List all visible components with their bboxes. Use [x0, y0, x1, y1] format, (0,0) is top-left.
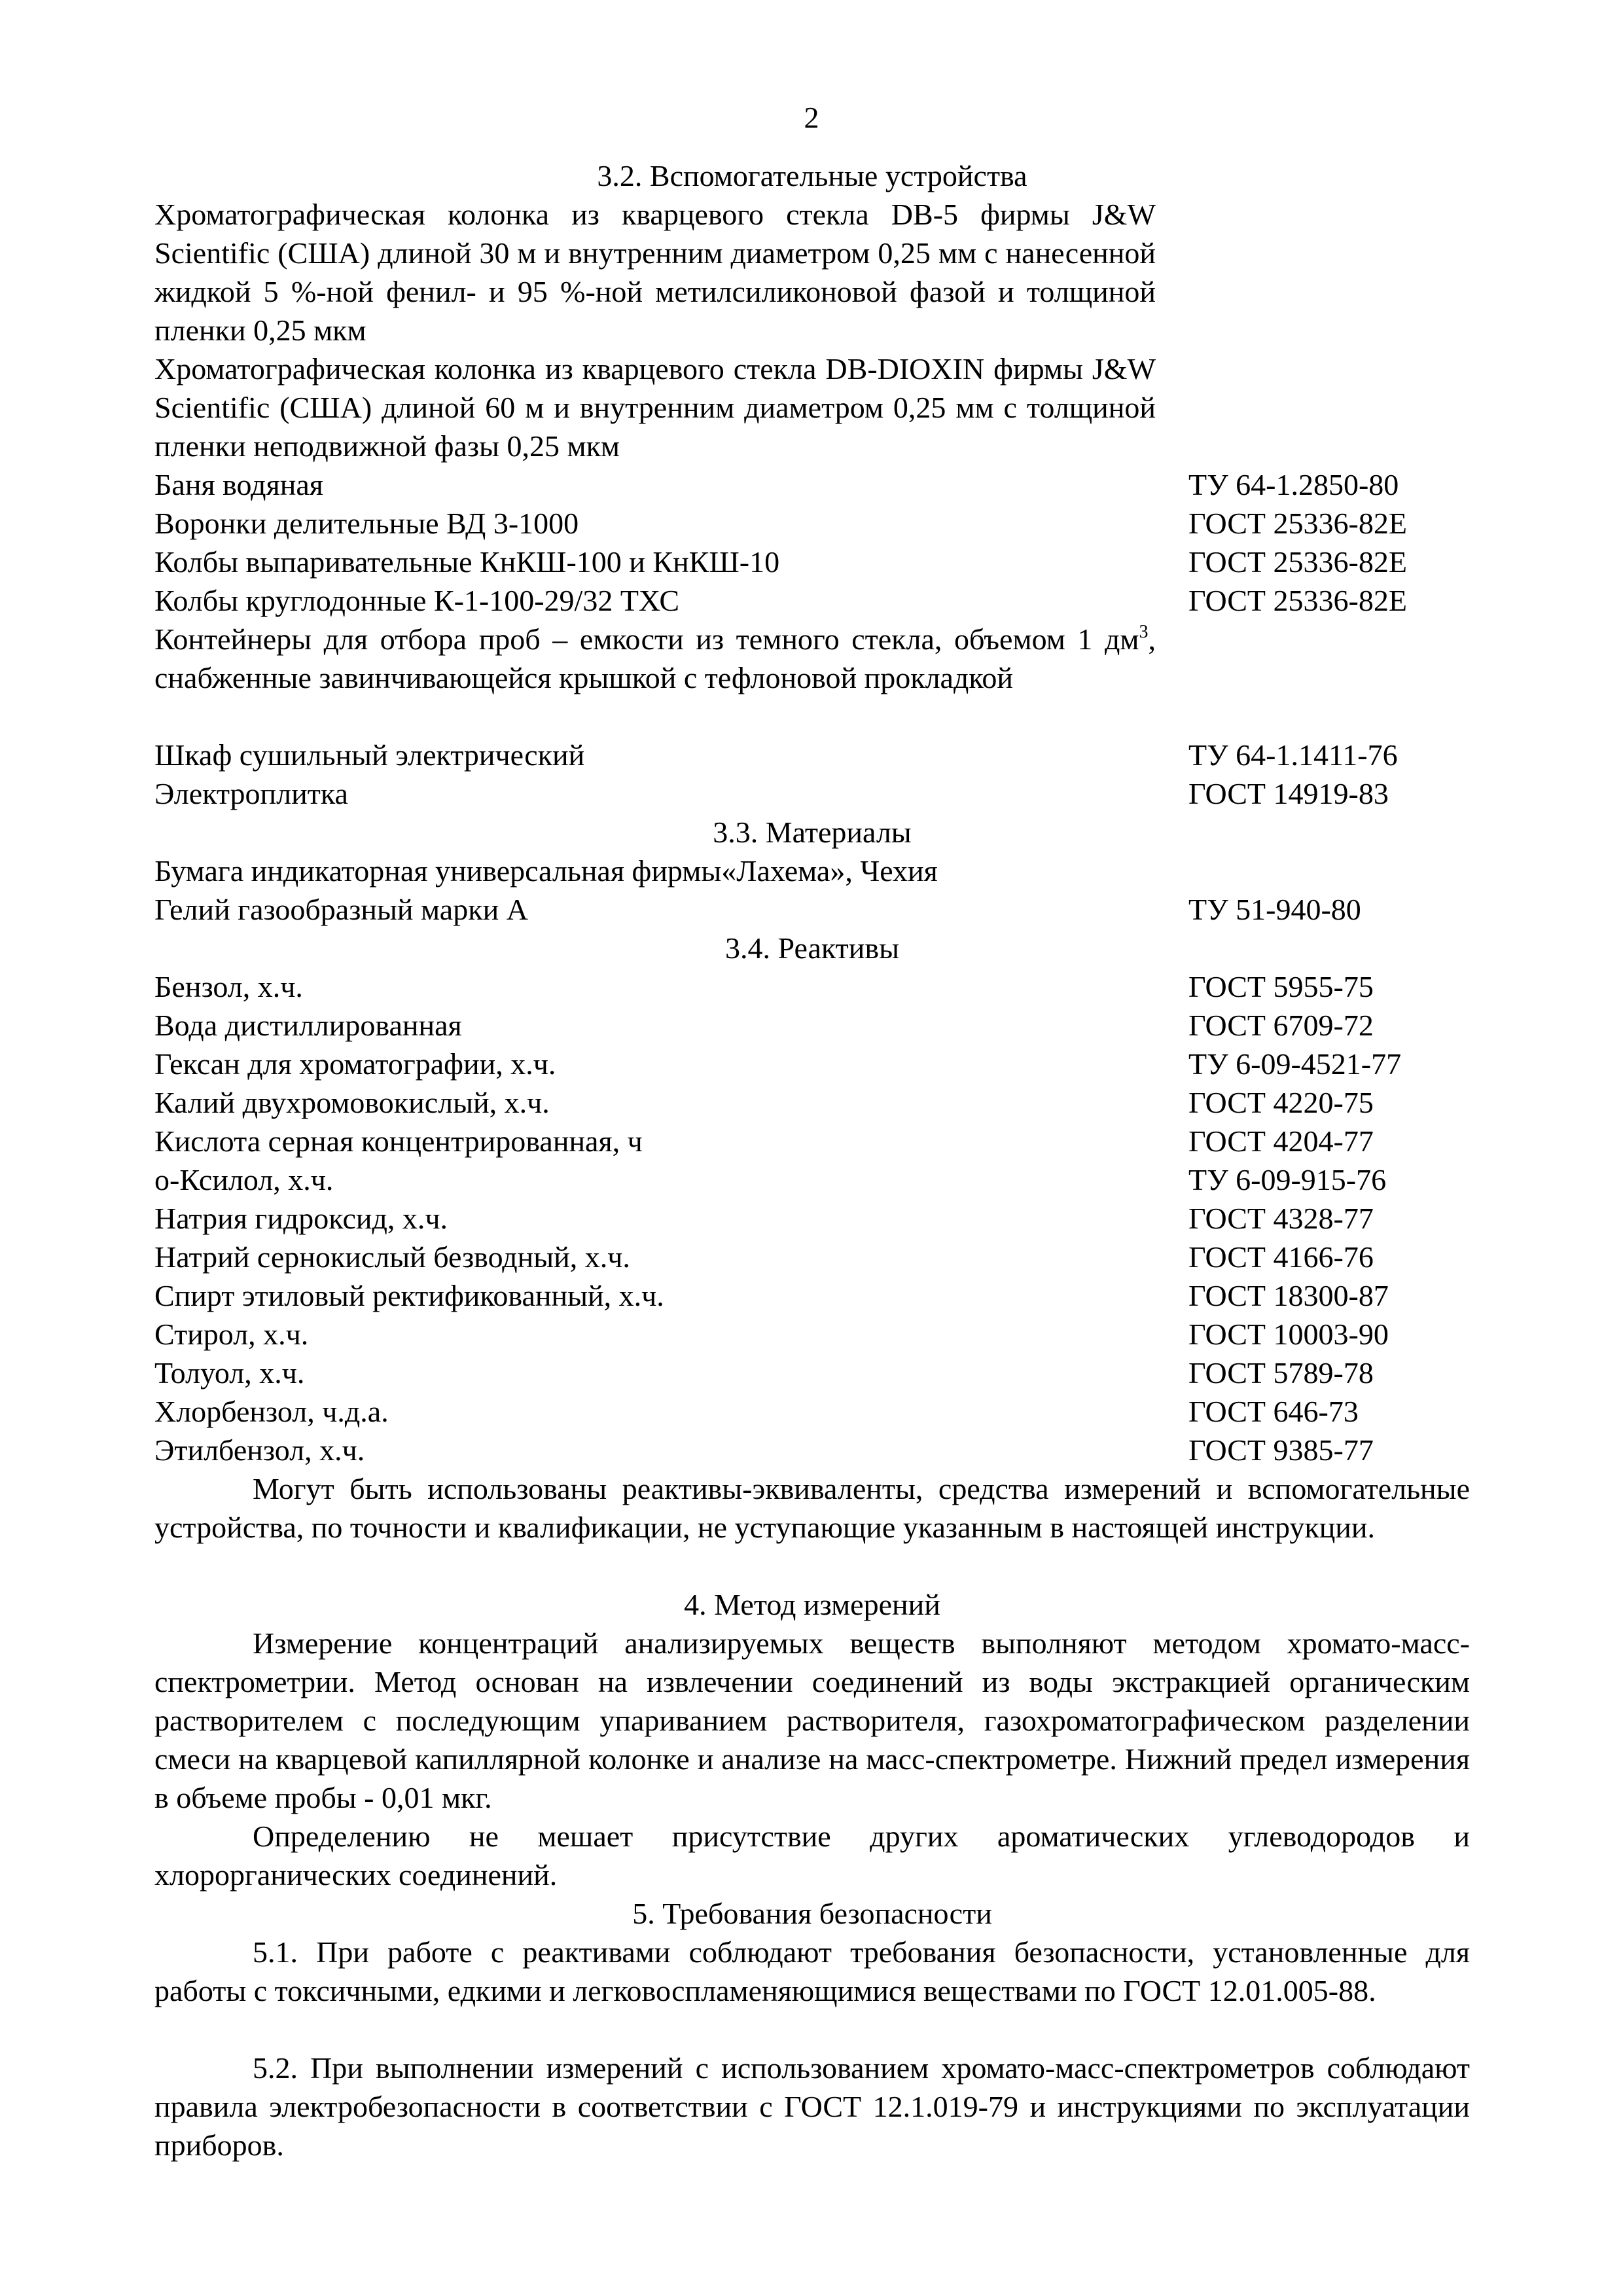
item-standard: ГОСТ 25336-82Е: [1188, 507, 1407, 540]
item-name: Вода дистиллированная: [154, 1009, 462, 1042]
page-number: 2: [804, 101, 819, 134]
item-name: Бумага индикаторная универсальная фирмы«Лахема», Чехия: [154, 854, 938, 888]
item-standard: ГОСТ 18300-87: [1188, 1279, 1389, 1312]
item-standard: ГОСТ 14919-83: [1188, 777, 1389, 810]
item-name: Гексан для хроматографии, х.ч.: [154, 1047, 556, 1081]
item-standard: ТУ 6-09-4521-77: [1188, 1047, 1402, 1081]
item-name: Стирол, х.ч.: [154, 1318, 309, 1351]
section-4-title: 4. Метод измерений: [684, 1588, 940, 1621]
method-paragraph-2: Определению не мешает присутствие других ароматических углеводородов и хлорорганических соединений.: [154, 1820, 1470, 1892]
item-name: Гелий газообразный марки А: [154, 893, 528, 926]
item-standard: ТУ 64-1.2850-80: [1188, 468, 1399, 501]
item-name: Электроплитка: [154, 777, 348, 810]
item-name: о-Ксилол, х.ч.: [154, 1163, 334, 1196]
item-name: Баня водяная: [154, 468, 323, 501]
item-name: Колбы круглодонные К-1-100-29/32 ТХС: [154, 584, 680, 617]
item-standard: ГОСТ 10003-90: [1188, 1318, 1389, 1351]
item-name: Толуол, х.ч.: [154, 1356, 305, 1390]
item-standard: ГОСТ 5789-78: [1188, 1356, 1374, 1390]
item-name: Спирт этиловый ректификованный, х.ч.: [154, 1279, 664, 1312]
item-standard: ТУ 6-09-915-76: [1188, 1163, 1387, 1196]
section-5-title: 5. Требования безопасности: [632, 1897, 992, 1930]
item-standard: ГОСТ 25336-82Е: [1188, 545, 1407, 579]
column-description-dioxin: Хроматографическая колонка из кварцевого стекла DB-DIOXIN фирмы J&W Scientific (США) длиной 60 м и внутренним диаметром 0,25 мм с толщиной пленки неподвижной фазы 0,25 мкм: [154, 352, 1156, 463]
item-standard: ГОСТ 4220-75: [1188, 1086, 1374, 1119]
containers-superscript: 3: [1139, 622, 1149, 642]
containers-description: [154, 620, 1156, 697]
section-3-3-title: 3.3. Материалы: [713, 816, 912, 849]
safety-paragraph-1: 5.1. При работе с реактивами соблюдают требования безопасности, установленные для работы с токсичными, едкими и легковоспламеняющимися веществами по ГОСТ 12.01.005-88.: [154, 1935, 1470, 2007]
item-standard: ГОСТ 4166-76: [1188, 1240, 1374, 1274]
item-standard: ГОСТ 5955-75: [1188, 970, 1374, 1003]
item-name: Натрия гидроксид, х.ч.: [154, 1202, 448, 1235]
containers-text-1: Контейнеры для отбора проб – емкости из темного стекла, объемом 1 дм: [154, 622, 1139, 656]
item-name: Этилбензол, х.ч.: [154, 1433, 365, 1467]
item-name: Кислота серная концентрированная, ч: [154, 1124, 643, 1158]
item-name: Хлорбензол, ч.д.а.: [154, 1395, 389, 1428]
item-name: Натрий сернокислый безводный, х.ч.: [154, 1240, 630, 1274]
item-standard: ГОСТ 9385-77: [1188, 1433, 1374, 1467]
item-standard: ГОСТ 4204-77: [1188, 1124, 1374, 1158]
item-standard: ГОСТ 6709-72: [1188, 1009, 1374, 1042]
item-standard: ГОСТ 25336-82Е: [1188, 584, 1407, 617]
item-name: Шкаф сушильный электрический: [154, 738, 585, 772]
section-3-4-title: 3.4. Реактивы: [725, 931, 899, 965]
item-name: Бензол, х.ч.: [154, 970, 303, 1003]
item-standard: ГОСТ 646-73: [1188, 1395, 1359, 1428]
section-3-2-title: 3.2. Вспомогательные устройства: [597, 159, 1027, 192]
item-name: Воронки делительные ВД 3-1000: [154, 507, 579, 540]
item-standard: ТУ 64-1.1411-76: [1188, 738, 1398, 772]
item-name: Колбы выпаривательные КнКШ-100 и КнКШ-10: [154, 545, 780, 579]
item-standard: ТУ 51-940-80: [1188, 893, 1361, 926]
containers-text-2: , снабженные завинчивающейся крышкой с тефлоновой прокладкой: [154, 622, 1156, 694]
safety-paragraph-2: 5.2. При выполнении измерений с использованием хромато-масс-спектрометров соблюдают правила электробезопасности в соответствии с ГОСТ 12.1.019-79 и инструкциями по эксплуатации приборов.: [154, 2051, 1470, 2162]
item-name: Калий двухромовокислый, х.ч.: [154, 1086, 550, 1119]
item-standard: ГОСТ 4328-77: [1188, 1202, 1374, 1235]
reagents-equivalents-note: Могут быть использованы реактивы-эквиваленты, средства измерений и вспомогательные устройства, по точности и квалификации, не уступающие указанным в настоящей инструкции.: [154, 1472, 1470, 1544]
column-description-db5: Хроматографическая колонка из кварцевого стекла DB-5 фирмы J&W Scientific (США) длиной 30 м и внутренним диаметром 0,25 мм с нанесенной жидкой 5 %-ной фенил- и 95 %-ной метилсиликоновой фазой и толщиной пленки 0,25 мкм: [154, 198, 1156, 347]
method-paragraph-1: Измерение концентраций анализируемых веществ выполняют методом хромато-масс-спектрометрии. Метод основан на извлечении соединений из воды экстракцией органическим растворителем с последующим упариванием растворителя, газохроматографическом разделении смеси на кварцевой капиллярной колонке и анализе на масс-спектрометре. Нижний предел измерения в объеме пробы - 0,01 мкг.: [154, 1626, 1470, 1814]
